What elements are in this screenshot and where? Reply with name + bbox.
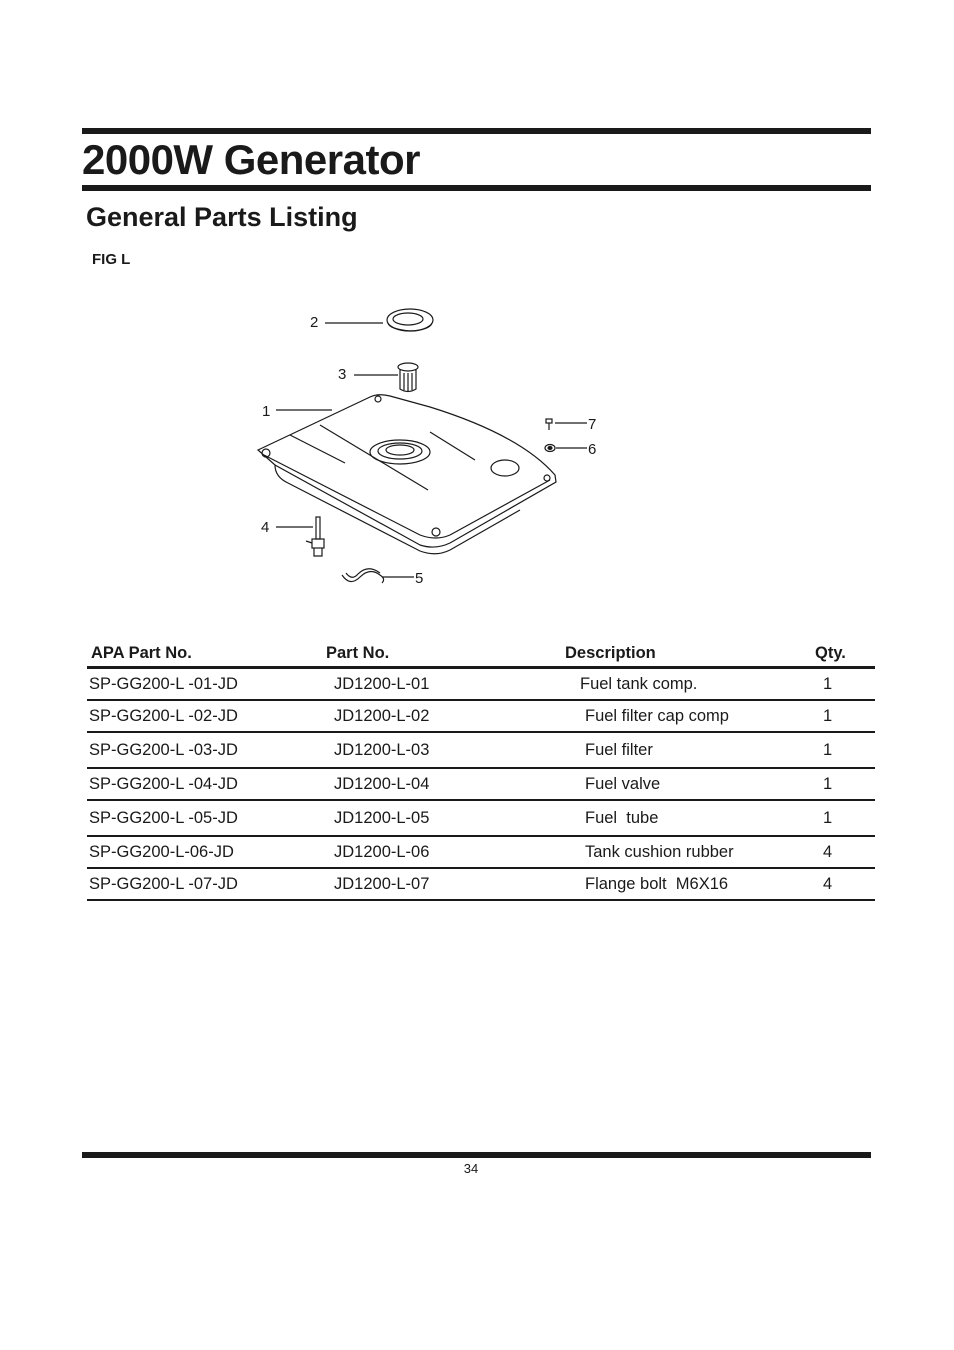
header-description: Description bbox=[565, 640, 815, 668]
apa-part-no: SP-GG200-L -01-JD bbox=[87, 668, 326, 701]
tank-cushion-rubber-drawing bbox=[545, 445, 555, 452]
part-no: JD1200-L-07 bbox=[326, 868, 565, 900]
page-title: 2000W Generator bbox=[82, 136, 420, 183]
fuel-valve-drawing bbox=[306, 517, 324, 556]
fuel-tube-drawing bbox=[342, 569, 384, 583]
table-row bbox=[87, 732, 875, 768]
part-no: JD1200-L-01 bbox=[326, 668, 565, 701]
table-row bbox=[87, 868, 875, 900]
page-number: 34 bbox=[463, 1161, 479, 1176]
table-row bbox=[87, 800, 875, 836]
table-row bbox=[87, 836, 875, 868]
section-title: General Parts Listing bbox=[86, 202, 358, 232]
apa-part-no: SP-GG200-L -02-JD bbox=[87, 700, 326, 732]
table-row bbox=[87, 668, 875, 701]
fuel-tank-exploded-diagram bbox=[250, 295, 610, 595]
apa-part-no: SP-GG200-L -03-JD bbox=[87, 732, 326, 768]
table-header-row bbox=[87, 640, 875, 668]
fuel-cap-drawing bbox=[387, 309, 433, 331]
apa-part-no: SP-GG200-L -07-JD bbox=[87, 868, 326, 900]
description: Fuel filter bbox=[565, 732, 815, 768]
description: Fuel valve bbox=[565, 768, 815, 800]
footer-rule bbox=[82, 1152, 871, 1158]
qty: 4 bbox=[815, 836, 875, 868]
qty: 4 bbox=[815, 868, 875, 900]
callout-3: 3 bbox=[338, 366, 347, 383]
header-part-no: Part No. bbox=[326, 640, 565, 668]
fuel-tank-drawing bbox=[258, 395, 556, 554]
header-apa-part-no: APA Part No. bbox=[87, 640, 326, 668]
part-no: JD1200-L-06 bbox=[326, 836, 565, 868]
callout-1: 1 bbox=[262, 403, 271, 420]
qty: 1 bbox=[815, 668, 875, 701]
apa-part-no: SP-GG200-L-06-JD bbox=[87, 836, 326, 868]
callout-7: 7 bbox=[588, 416, 597, 433]
qty: 1 bbox=[815, 732, 875, 768]
qty: 1 bbox=[815, 768, 875, 800]
fuel-filter-drawing bbox=[398, 363, 418, 392]
qty: 1 bbox=[815, 700, 875, 732]
part-no: JD1200-L-02 bbox=[326, 700, 565, 732]
callout-2: 2 bbox=[310, 314, 319, 331]
description: Fuel tube bbox=[565, 800, 815, 836]
callout-4: 4 bbox=[261, 519, 270, 536]
figure-label: FIG L bbox=[92, 251, 131, 268]
title-underline-rule bbox=[82, 185, 871, 191]
flange-bolt-drawing bbox=[546, 419, 552, 430]
table-row bbox=[87, 700, 875, 732]
header-qty: Qty. bbox=[815, 640, 875, 668]
description: Fuel filter cap comp bbox=[565, 700, 815, 732]
description: Tank cushion rubber bbox=[565, 836, 815, 868]
part-no: JD1200-L-04 bbox=[326, 768, 565, 800]
description: Flange bolt M6X16 bbox=[565, 868, 815, 900]
apa-part-no: SP-GG200-L -05-JD bbox=[87, 800, 326, 836]
parts-table bbox=[87, 640, 875, 901]
callout-5: 5 bbox=[415, 570, 424, 587]
callout-6: 6 bbox=[588, 441, 597, 458]
part-no: JD1200-L-03 bbox=[326, 732, 565, 768]
qty: 1 bbox=[815, 800, 875, 836]
apa-part-no: SP-GG200-L -04-JD bbox=[87, 768, 326, 800]
part-no: JD1200-L-05 bbox=[326, 800, 565, 836]
table-row bbox=[87, 768, 875, 800]
description: Fuel tank comp. bbox=[565, 668, 815, 701]
